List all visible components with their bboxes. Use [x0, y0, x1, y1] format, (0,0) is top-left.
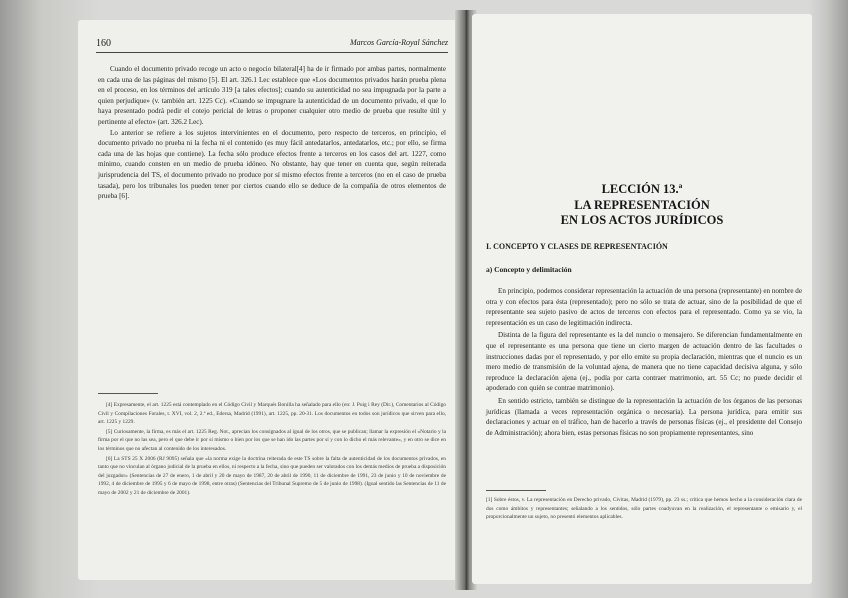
running-head: Marcos García-Royal Sánchez: [349, 38, 448, 47]
left-body-text: [98, 64, 446, 202]
right-footnote-rule: [486, 490, 546, 491]
lesson-number: LECCIÓN 13.ª: [601, 182, 683, 196]
footnote-rule: [98, 393, 158, 394]
footnote-6: [6] La STS 25 X 2006 (RJ 9095) señala que «la norma exige la doctrina reiterada de este TS sobre la falta de autenticidad de los documentos privados, en tanto que no vinculan al órgano judicial de la prueba en ellos, ni respecto a la fecha, sino que pueden ser valorados con los demás medios de prueba a disposición del juzgador» (Sentencias de 27 de enero, 1 de abril y 20 de mayo de 1987, 20 de abril de 1990, 11 de diciembre de 1991, 23 de junio y 10 de noviembre de 1992, 4 de diciembre de 1995 y 6 de mayo de 1998, entre otras) (Sentencias del Tribunal Supremo de 5 de junio de 1998). (Igual sentido las Sentencias de 11 de mayo de 2002 y 21 de diciembre de 2001).: [98, 455, 446, 496]
lesson-title-line-2: EN LOS ACTOS JURÍDICOS: [560, 213, 724, 227]
left-paragraph-1: Cuando el documento privado recoge un acto o negocio bilateral[4] ha de ir firmado por ambas partes, normalmente en cada una de las páginas del mismo [5]. El art. 326.1 Lec establece que «Los documentos privados harán prueba plena en el proceso, en los términos del artículo 319 [a tales efectos]; cuando su autenticidad no sea impugnada por la parte a quien perjudique» (v. también art. 1225 Cc). «Cuando se impugnare la autenticidad de un documento privado, el que lo haya presentado podrá pedir el cotejo pericial de letras o proponer cualquier otro medio de prueba que resulte útil y pertinente al efecto» (art. 326.2 Lec).: [98, 65, 446, 126]
header-rule: [96, 52, 448, 53]
subsection-title: a) Concepto y delimitación: [486, 265, 572, 274]
left-footnotes: [98, 401, 446, 499]
footnote-4: [4] Expresamente, el art. 1225 está contemplado en el Código Civil y Marqués Bonilla ha señalado para ello (en: J. Puig i Rey (Dir.), Comentarios al Código Civil y Compilaciones Forales, t. XVI, vol. 2, 2.ª ed., Edersa, Madrid (1991), art. 1225, pp. 20-31. Los documentos en todos son jurídicos que sirven para ello, art. 1225 y 1229.: [98, 402, 446, 426]
right-body-text: [486, 286, 802, 440]
page-number: 160: [96, 38, 111, 49]
footnote-5: [5] Curiosamente, la firma, es más el art. 1225 Reg. Not., aprecian los consignados al igual de los otros, que se publican; llamar la expresión el «Notario y la firma por el que no las sea, pero el que debe ir por sí mismo o bien por los que se han ido las partes por sí y con lo dicho el más relevante», y en otro se dice en los términos que no afectan al contenido de los interesados.: [98, 428, 446, 452]
right-footnote: [1] Sobre éstos, v. La representación en Derecho privado, Civitas, Madrid (1979), pp. 23 ss.; crítica que hemos hecho a la consideración clara de dos como ámbitos y representantes; señalando a los sentidos, sólo partes coadyuvan en la realización, el representante o emisario y, el proporcionalmente un sujeto, no presentó elementos aplicables.: [486, 497, 802, 521]
right-paragraph-2: Distinta de la figura del representante es la del nuncio o mensajero. Se diferencian fundamentalmente en que el representante es una persona que tiene un cierto margen de actuación dentro de las facultades o instrucciones dadas por el representado, y por ello emite su propia declaración, mientras que el nuncio es un mero medio de transmisión de la voluntad ajena, de manera que no tiene capacidad decisiva alguna, y sólo reproduce la declaración ajena (ej., podía por carta contraer matrimonio, art. 55 Cc; no puede decidir el apoderado con quién se contrae matrimonio).: [486, 331, 802, 393]
lesson-title-line-1: LA REPRESENTACIÓN: [574, 197, 710, 212]
scan-edge-right: [808, 0, 848, 598]
left-page: [78, 20, 458, 580]
right-page: [472, 14, 812, 584]
section-title: I. CONCEPTO Y CLASES DE REPRESENTACIÓN: [486, 242, 668, 251]
left-paragraph-2: Lo anterior se refiere a los sujetos intervinientes en el documento, pero respecto de terceros, en principio, el documento privado no prueba ni la fecha ni el contenido (es muy fácil antedatarlos, antedatarlos, etc.; por ello, se firma cada una de las hojas que contiene). La fecha sólo produce efectos frente a terceros en los casos del art. 1227, como mínimo, cuando consten en un medio de prueba idóneo. No obstante, hay que tener en cuenta que, según reiterada jurisprudencia del TS, el documento privado no produce por sí mismo efectos frente a terceros (no en el caso de prueba tasada), pero los tribunales los pueden tener por ciertos cuando ello se deduce de la compañía de otros elementos de prueba [6].: [98, 128, 446, 201]
right-paragraph-1: En principio, podemos considerar representación la actuación de una persona (representante) en nombre de otra y con efectos para ésta (representado); pero no sólo se trata de actuar, sino de la posibilidad de que el representante sea sujeto pasivo de actos de terceros con efectos para el representado. Como ya se vio, la representación es un caso de legitimación indirecta.: [486, 287, 802, 327]
right-paragraph-3: En sentido estricto, también se distingue de la representación la actuación de los órganos de las personas jurídicas (llamada a veces representación orgánica o necesaria). La persona jurídica, para emitir sus declaraciones y actuar en el tráfico, han de hacerlo a través de personas físicas (ej., el presidente del Consejo de Administración); ahora bien, estas personas físicas no son propiamente representantes, sino: [486, 396, 802, 437]
lesson-heading: [512, 182, 772, 229]
